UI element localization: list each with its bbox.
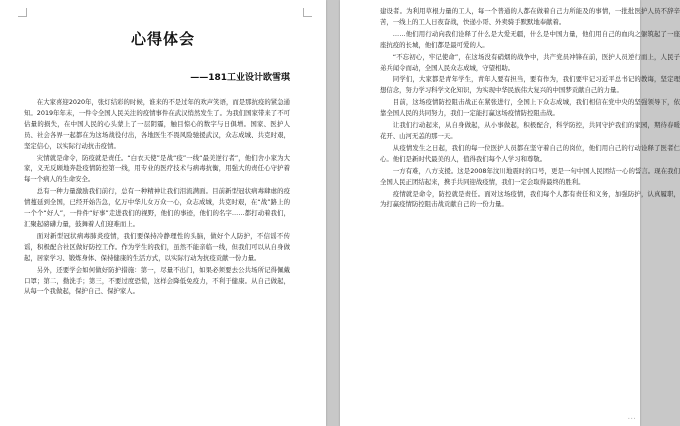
paragraph: 从疫情发生之日起，我们的每一位医护人员都在坚守着自己的岗位，他们用自己的行动诠释了医者仁心。他们是新时代最美的人，值得我们每个人学习和尊敬。 [380,143,680,163]
document-byline: ——181工业设计欧雪琪 [190,73,290,83]
paragraph: 面对新型冠状病毒肺炎疫情，我们要保持冷静理性的头脑，做好个人防护，不信谣不传谣，积极配合社区做好防控工作。作为学生的我们，虽然不能亲临一线，但我们可以从自身做起，居家学习、锻炼身体、保持健康的生活方式，以实际行动为抗疫贡献一份力量。 [24,231,290,262]
paragraph: 另外，还要学会如何做好防护措施：第一，尽量不出门，如果必须要去公共场所记得佩戴口罩；第二，勤洗手；第三，不要过度恐慌，这样会降低免疫力，不利于健康。从自己做起，从每一个我做起，保护自己、保护家人。 [24,265,290,296]
paragraph: 一方有难，八方支援。这是2008年汶川地震时的口号，更是一句中国人民团结一心的誓言。现在我们全国人民正团结起来，携手共同迎战疫情，我们一定会取得最终的胜利。 [380,166,680,186]
document-title: 心得体会 [130,30,195,48]
paragraph: 灾情就是命令，防疫就是责任。“白衣天使”是战“疫”一线“最美逆行者”，他们舍小家为大家，义无反顾地奔赴疫情防控第一线，用专业的医疗技术与病毒抗衡，用强大的责任心守护着每一个病人的生命安全。 [24,153,290,184]
paragraph: 建设者。为利用草根力量的工人，每一个普通的人都在做着自己力所能及的事情，一批批医护人员不辞辛苦，一线上的工人日夜奋战，快递小哥、外卖骑手默默地奉献着。 [380,7,680,26]
paragraph: 疫情就是命令，防控就是责任。面对这场疫情，我们每个人都有责任和义务，加强防护，认真履职，为打赢疫情防控阻击战贡献自己的一份力量。 [380,189,680,209]
paragraph: 在大家喜迎2020年，张灯结彩的时候，谁来的不是过年的欢声笑语，而是那抗疫的紧急通知。2019年年末，一件令全国人民关注的疫情事件在武汉悄然发生了。为我们国家带来了不可估量的损失，在中国人民的心头蒙上了一层阴霾，触目惊心的数字与日俱增。国家、医护人员、社会各界一起都在为这场战役付出，各地医生不畏风险驰援武汉，众志成城、共克时艰，坚定信心，以实际行动抗击疫情。 [24,98,290,150]
paragraph: “不忘初心，牢记使命”，在这场没有硝烟的战争中，共产党员冲锋在前，医护人员逆行而上，人民子弟兵闻令而动，全国人民众志成城，守望相助。 [380,52,680,72]
page-corner-mark [303,8,312,17]
right-page-body [380,6,680,211]
paragraph: 目前，这场疫情防控阻击战正在紧张进行，全国上下众志成城，我们相信在党中央的坚强领导下，依靠全国人民的共同努力，我们一定能打赢这场疫情防控阻击战。 [380,98,680,118]
page-corner-mark [18,8,27,17]
document-page-right [340,0,680,426]
paragraph: 同学们，大家都是青年学生，青年人要有担当，要有作为，我们要牢记习近平总书记的教诲，坚定理想信念，努力学习科学文化知识，为实现中华民族伟大复兴的中国梦贡献自己的力量。 [380,75,680,95]
paragraph: 总有一种力量激励我们前行，总有一种精神让我们泪流满面。目前新型冠状病毒肆虐的疫情蔓延到全国，已经开始告急，亿万中华儿女万众一心，众志成城，共克时艰，在“战”路上的一个个“好人”，一件件“好事”走进我们的视野，他们的事迹，他们的名字……都打动着我们，汇聚起磅礴力量，鼓舞着人们迎难而上。 [24,187,290,228]
document-page-left [0,0,326,426]
paragraph: 让我们行动起来，从自身做起，从小事做起，积极配合，科学防控，共同守护我们的家园，期待春暖花开、山河无恙的那一天。 [380,121,680,140]
left-page-body [24,97,290,298]
page-watermark: ... [627,412,636,422]
paragraph: ……他们用行动向我们诠释了什么是大爱无疆，什么是中国力量，他们用自己的血肉之躯筑起了一座座抗疫的长城，他们都是最可爱的人。 [380,29,680,49]
